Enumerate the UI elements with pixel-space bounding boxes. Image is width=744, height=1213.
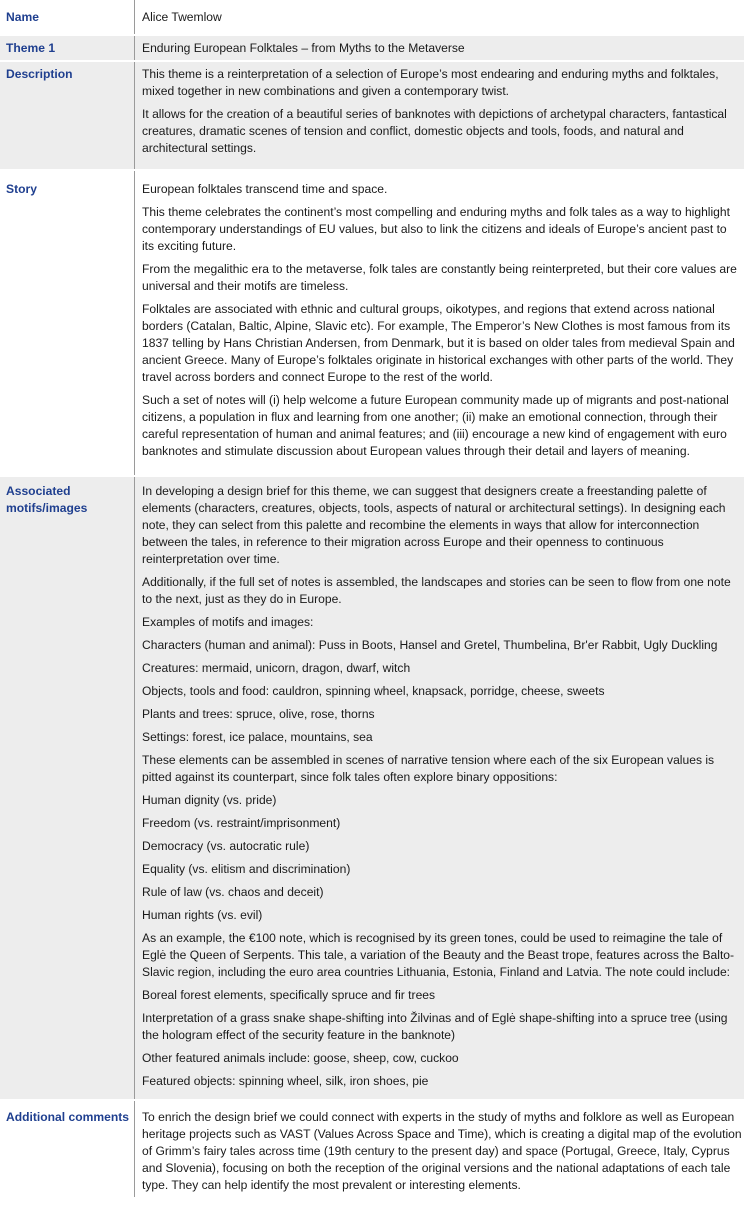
row-theme bbox=[0, 35, 744, 61]
examples-heading: Examples of motifs and images: bbox=[142, 615, 314, 629]
example-item: Characters (human and animal): Puss in Boots, Hansel and Gretel, Thumbelina, Br'er Rabbit, Ugly Duckling bbox=[142, 638, 718, 652]
label-comments: Additional comments bbox=[0, 1100, 135, 1197]
value-story bbox=[135, 170, 744, 476]
label-theme: Theme 1 bbox=[0, 35, 135, 61]
label-name: Name bbox=[0, 0, 135, 35]
paragraph: Additionally, if the full set of notes is assembled, the landscapes and stories can be seen to flow from one note to the next, just as they do in Europe. bbox=[142, 575, 731, 606]
note-item: Interpretation of a grass snake shape-shifting into Žilvinas and of Eglė shape-shifting into a spruce tree (using the hologram effect of the security feature in the banknote) bbox=[142, 1011, 728, 1042]
row-name bbox=[0, 0, 744, 35]
label-description: Description bbox=[0, 61, 135, 170]
paragraph: Folktales are associated with ethnic and cultural groups, oikotypes, and regions that extend across national borders (Catalan, Baltic, Alpine, Slavic etc). For example, The Emperor’s New Clothes is most famous from its 1837 telling by Hans Christian Andersen, from Denmark, but it is based on older tales from medieval Spain and ancient Greece. Many of Europe’s folktales originate in historical exchanges with other parts of the world. They travel across borders and connect Europe to the rest of the world. bbox=[142, 302, 735, 384]
value-item: Rule of law (vs. chaos and deceit) bbox=[142, 885, 324, 899]
row-story bbox=[0, 170, 744, 476]
paragraph: It allows for the creation of a beautiful series of banknotes with depictions of archetypal characters, fantastical creatures, dramatic scenes of tension and conflict, domestic objects and tools, foods, and natural and architectural settings. bbox=[142, 107, 727, 155]
note-item: Featured objects: spinning wheel, silk, iron shoes, pie bbox=[142, 1074, 429, 1088]
value-item: Human dignity (vs. pride) bbox=[142, 793, 277, 807]
value-motifs bbox=[135, 476, 744, 1100]
paragraph: European folktales transcend time and space. bbox=[142, 182, 388, 196]
paragraph: From the megalithic era to the metaverse, folk tales are constantly being reinterpreted, but their core values are universal and their motifs are timeless. bbox=[142, 262, 737, 293]
example-item: Creatures: mermaid, unicorn, dragon, dwarf, witch bbox=[142, 661, 411, 675]
row-comments bbox=[0, 1100, 744, 1197]
value-description bbox=[135, 61, 744, 170]
label-story: Story bbox=[0, 170, 135, 476]
value-comments bbox=[135, 1100, 744, 1197]
paragraph: Such a set of notes will (i) help welcome a future European community made up of migrants and post-national citizens, a population in flux and learning from one another; (ii) make an emotional connection, through their careful representation of human and animal features; and (iii) encourage a new kind of engagement with euro banknotes and stimulate discussion about European values through their detail and layers of meaning. bbox=[142, 393, 729, 458]
paragraph: In developing a design brief for this theme, we can suggest that designers create a freestanding palette of elements (characters, creatures, objects, tools, aspects of natural or architectural settings). In designing each note, they can select from this palette and recombine the elements in ways that allow for interconnection between the tales, in reference to their migration across Europe and their openness to continuous reinterpretation over time. bbox=[142, 484, 726, 566]
example-item: Settings: forest, ice palace, mountains, sea bbox=[142, 730, 373, 744]
value-item: Human rights (vs. evil) bbox=[142, 908, 263, 922]
note-item: Boreal forest elements, specifically spruce and fir trees bbox=[142, 988, 436, 1002]
value-item: Equality (vs. elitism and discrimination) bbox=[142, 862, 351, 876]
example-item: Plants and trees: spruce, olive, rose, thorns bbox=[142, 707, 375, 721]
paragraph: As an example, the €100 note, which is recognised by its green tones, could be used to reimagine the tale of Eglė the Queen of Serpents. This tale, a variation of the Beauty and the Beast trope, features across the Balto-Slavic region, including the euro area countries Lithuania, Estonia, Finland and Latvia. The note could include: bbox=[142, 931, 735, 979]
value-name: Alice Twemlow bbox=[135, 0, 744, 35]
example-item: Objects, tools and food: cauldron, spinning wheel, knapsack, porridge, cheese, sweets bbox=[142, 684, 605, 698]
paragraph: This theme is a reinterpretation of a selection of Europe’s most endearing and enduring myths and folktales, mixed together in new combinations and given a contemporary twist. bbox=[142, 67, 719, 98]
paragraph: To enrich the design brief we could connect with experts in the study of myths and folklore as well as European heritage projects such as VAST (Values Across Space and Time), which is creating a digital map of the evolution of Grimm’s fairy tales across time (19th century to the present day) and space (Portugal, Greece, Italy, Cyprus and Slovenia), focusing on both the reception of the original versions and the national adaptations of each tale type. They can help identify the most prevalent or interesting elements. bbox=[142, 1110, 742, 1192]
label-motifs: Associated motifs/images bbox=[0, 476, 135, 1100]
paragraph: This theme celebrates the continent’s most compelling and enduring myths and folk tales as a way to highlight contemporary understandings of EU values, but also to link the citizens and ideals of Europe’s ancient past to its exciting future. bbox=[142, 205, 730, 253]
value-item: Freedom (vs. restraint/imprisonment) bbox=[142, 816, 341, 830]
value-item: Democracy (vs. autocratic rule) bbox=[142, 839, 310, 853]
paragraph: These elements can be assembled in scenes of narrative tension where each of the six European values is pitted against its counterpart, since folk tales often explore binary oppositions: bbox=[142, 753, 715, 784]
row-motifs bbox=[0, 476, 744, 1100]
value-theme: Enduring European Folktales – from Myths to the Metaverse bbox=[135, 35, 744, 61]
note-item: Other featured animals include: goose, sheep, cow, cuckoo bbox=[142, 1051, 459, 1065]
row-description bbox=[0, 61, 744, 170]
